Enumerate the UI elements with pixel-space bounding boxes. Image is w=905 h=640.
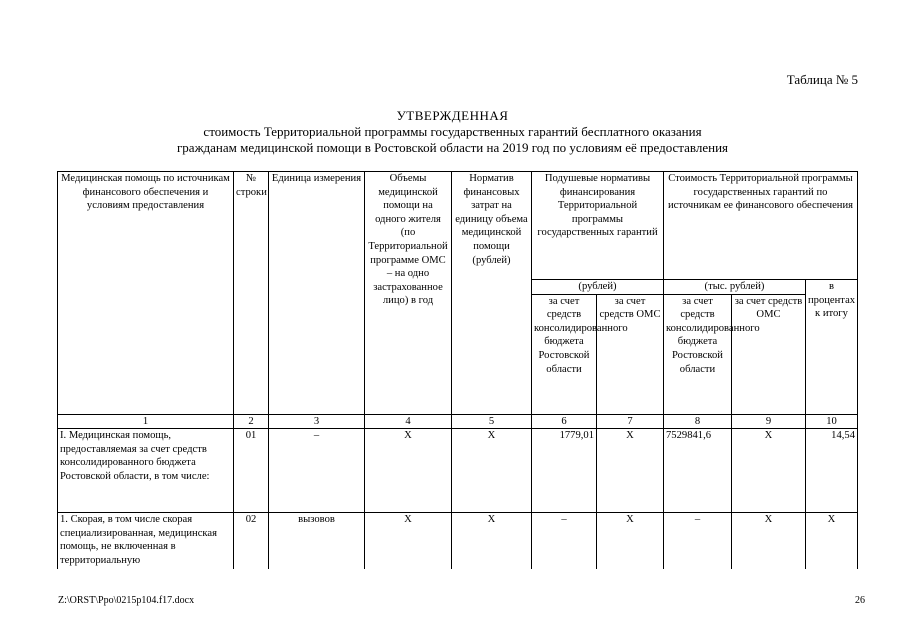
row-percent: 14,54 <box>806 429 858 513</box>
row-unit: – <box>269 429 365 513</box>
row-line-number: 02 <box>234 513 269 569</box>
row-oms-cost: Х <box>732 513 806 569</box>
document-title <box>0 108 905 156</box>
title-line-1: стоимость Территориальной программы государственных гарантий бесплатного оказания <box>203 124 702 139</box>
row-volume: Х <box>365 429 452 513</box>
header-oms-per-capita: за счет средств ОМС <box>597 294 664 414</box>
header-thousand-rubles: (тыс. рублей) <box>664 280 806 295</box>
header-oms-cost: за счет средств ОМС <box>732 294 806 414</box>
column-number: 2 <box>234 414 269 429</box>
row-oms-per-capita: Х <box>597 513 664 569</box>
row-unit: вызовов <box>269 513 365 569</box>
row-percent: Х <box>806 513 858 569</box>
row-budget-cost: 7529841,6 <box>664 429 732 513</box>
header-line-number: № строки <box>234 172 269 415</box>
column-number: 7 <box>597 414 664 429</box>
column-number: 3 <box>269 414 365 429</box>
header-volume: Объемы медицинской помощи на одного жителя (по Территориальной программе ОМС – на одно застрахованное лицо) в год <box>365 172 452 415</box>
column-number-row <box>58 414 858 429</box>
title-line-2: гражданам медицинской помощи в Ростовской области на 2019 год по условиям её предоставления <box>176 140 729 155</box>
row-oms-per-capita: Х <box>597 429 664 513</box>
column-number: 6 <box>532 414 597 429</box>
row-line-number: 01 <box>234 429 269 513</box>
cost-table <box>57 171 858 569</box>
column-number: 8 <box>664 414 732 429</box>
header-program-cost-group: Стоимость Территориальной программы государственных гарантий по источникам ее финансового обеспечения <box>664 172 858 280</box>
table-row <box>58 513 858 569</box>
table-number-label: Таблица № 5 <box>786 72 858 87</box>
row-cost-norm: Х <box>452 513 532 569</box>
column-number: 1 <box>58 414 234 429</box>
row-name: I. Медицинская помощь, предоставляемая за счет средств консолидированного бюджета Ростовской области, в том числе: <box>58 429 234 513</box>
header-rubles: (рублей) <box>532 280 664 295</box>
header-per-capita-group: Подушевые нормативы финансирования Территориальной программы государственных гарантий <box>532 172 664 280</box>
header-row-1 <box>58 172 858 280</box>
row-cost-norm: Х <box>452 429 532 513</box>
column-number: 9 <box>732 414 806 429</box>
row-name: 1. Скорая, в том числе скорая специализированная, медицинская помощь, не включенная в территориальную <box>58 513 234 569</box>
row-budget-per-capita: – <box>532 513 597 569</box>
title-heading: УТВЕРЖДЕННАЯ <box>396 108 509 123</box>
table-row <box>58 429 858 513</box>
row-budget-cost: – <box>664 513 732 569</box>
column-number: 5 <box>452 414 532 429</box>
header-budget-per-capita: за счет средств консолидированного бюджета Ростовской области <box>532 294 597 414</box>
column-number: 4 <box>365 414 452 429</box>
footer-file-path: Z:\ORST\Ppo\0215p104.f17.docx <box>58 595 195 606</box>
header-cost-norm: Норматив финансовых затрат на единицу объема медицинской помощи (рублей) <box>452 172 532 415</box>
header-percent-total: в процентах к итогу <box>806 280 858 415</box>
row-budget-per-capita: 1779,01 <box>532 429 597 513</box>
footer-page-number: 26 <box>855 595 865 606</box>
header-budget-cost: за счет средств консолидированного бюджета Ростовской области <box>664 294 732 414</box>
row-oms-cost: Х <box>732 429 806 513</box>
column-number: 10 <box>806 414 858 429</box>
header-care-type: Медицинская помощь по источникам финансового обеспечения и условиям предоставления <box>58 172 234 415</box>
header-unit: Единица измерения <box>269 172 365 415</box>
row-volume: Х <box>365 513 452 569</box>
